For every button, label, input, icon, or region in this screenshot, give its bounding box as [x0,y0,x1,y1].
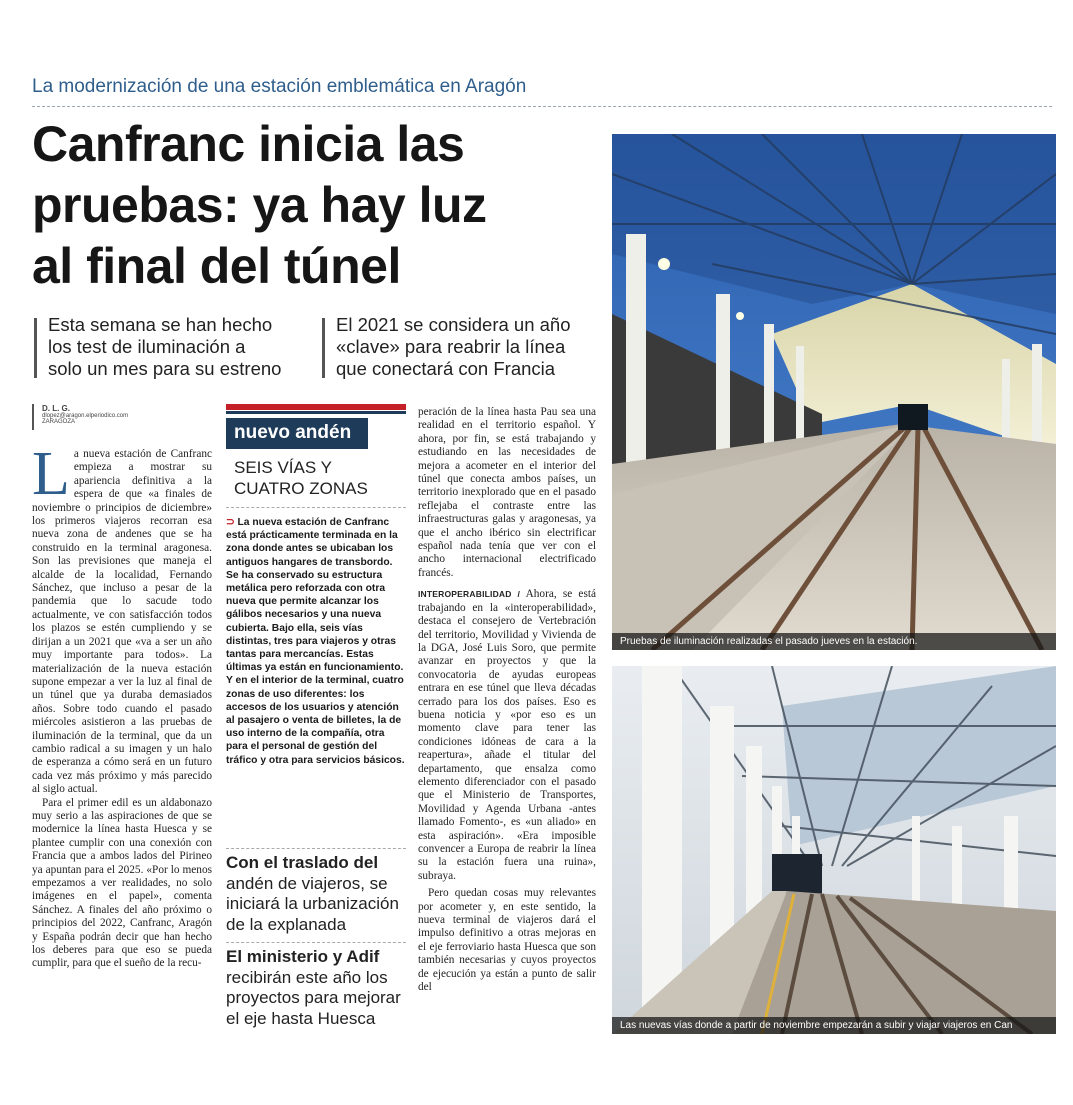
drop-cap: L [32,440,70,508]
pull-quote-bold [226,853,406,874]
headline-line: Canfranc inicia las [32,116,465,172]
body-column-1 [32,440,212,971]
byline [32,404,128,425]
body-paragraph: Pero quedan cosas muy relevantes por acometer y, en este sentido, la nueva terminal de viajeros dará el impulso definitivo a otras mejoras en el eje ferroviario hasta Huesca que son también necesarias y cuyos proyectos de ejecución ya están a punto de salir del [418,887,596,994]
sidebar-red-rule [226,404,406,410]
byline-name: D. L. G. [42,404,70,413]
byline-bar [32,404,34,430]
station-photo-illustration [612,134,1056,650]
headline [32,114,592,297]
deck-right [320,314,620,380]
pull-quote-line: proyectos para mejorar [226,988,401,1007]
sidebar-subtitle-line: CUATRO ZONAS [234,479,368,498]
photo-caption: Pruebas de iluminación realizadas el pasado jueves en la estación. [612,633,1056,650]
pull-quote-bold-text: Con el traslado del [226,853,379,872]
sidebar-subtitle-line: SEIS VÍAS Y [234,458,332,477]
sidebar-divider [226,507,406,508]
deck-left [32,314,322,380]
byline-place: ZARAGOZA [42,419,76,425]
photo-caption: Las nuevas vías donde a partir de noviembre empezarán a subir y viajar viajeros en Can [612,1017,1056,1034]
pull-quote-line: recibirán este año los [226,967,388,987]
pull-quote-line: iniciará la urbanización [226,894,399,913]
deck-line: solo un mes para su estreno [48,358,282,379]
deck-bar [322,318,325,378]
bullet-marker-icon: ⊃ [226,517,235,528]
pull-quote-bold [226,947,406,968]
body-paragraph-text: Ahora, se está trabajando en la «interoperabilidad», destaca el consejero de Vertebración del territorio, Movilidad y Vivienda de la DGA, José Luis Soro, que permite avanzar en proyectos y que la convocatoria de ayudas europeas entrara en ese túnel que lleva décadas cerrado para los dos países. Eso es buena noticia y «por eso es un momento clave para tener las condiciones idóneas de cara a la reapertura», añade el titular del departamento, que ensalza como elemento diferenciador con el pasado que el Ministerio de Transportes, Movilidad y Agenda Urbana -antes llamado Fomento-, es «un aliado» en esta aspiración». «Era imposible convencer a Europa de reabrir la línea su la estación fuera una ruina», subraya. [418,588,596,882]
pull-quote-line: andén de viajeros, se [226,873,388,893]
pull-quote-2 [226,942,406,1029]
body-column-3 [418,406,596,994]
body-paragraph [418,588,596,883]
section-subhead: INTEROPERABILIDAD / [418,589,521,600]
sidebar-title: nuevo andén [226,418,368,449]
sidebar-blue-rule [226,411,406,414]
headline-line: pruebas: ya hay luz [32,177,487,233]
pull-quote-1 [226,848,406,935]
kicker: La modernización de una estación emblemática en Aragón [32,76,1052,107]
photo-station-lighting [612,134,1056,650]
deck-bar [34,318,37,378]
deck-line: que conectará con Francia [336,358,556,379]
sidebar-subtitle [234,457,406,499]
deck-line: «clave» para reabrir la línea [336,336,566,357]
sidebar-box [226,404,406,767]
pull-quote-line: de la explanada [226,914,347,934]
headline-line: al final del túnel [32,238,401,294]
body-paragraph: a nueva estación de Canfranc empieza a mostrar su apariencia definitiva a la espera de que «a finales de noviembre o principios de diciembre» los primeros viajeros recorran esa nueva zona de andenes que se ha construido en la terminal aragonesa. Son las previsiones que maneja el alcalde de la localidad, Fernando Sánchez, que incluso a pesar de la pandemia que lo sacude todo actualmente, ve con satisfacción todos los plazos se estén cumpliendo y se dirijan a un 2021 que «va a ser un año muy importante para todos». La materialización de la nueva estación supone empezar a ver la luz al final de un túnel que ya duraba demasiados años. Sobre todo cuando el pasado miércoles asistieron a las pruebas de iluminación de la terminal, que da un cambio radical a su imagen y un halo de esperanza a cómo será en un futuro cada vez más próximo y más parecido al siglo actual. [32,448,212,796]
deck-line: los test de iluminación a [48,336,246,357]
photo-new-tracks [612,666,1056,1034]
body-paragraph: peración de la línea hasta Pau sea una realidad en el territorio español. Y ahora, por fin, se está trabajando y estudiando en las necesidades de mejora a acometer en el interior del túnel que conecta ambos países, un territorio inexplorado que en el pasado reflejaba el contraste entre las infraestructuras galas y aragonesas, ya que el ancho ibérico sin electrificar español nada tenía que ver con el ancho internacional electrificado francés. [418,406,596,579]
deck-line: Esta semana se han hecho [48,314,273,335]
deck-line: El 2021 se considera un año [336,314,571,335]
byline-email[interactable]: dlopez@aragon.elperiodico.com [42,413,129,419]
pull-quote-bold-text: El ministerio y Adif [226,947,380,966]
sidebar-body-text: La nueva estación de Canfranc está prácticamente terminada en la zona donde antes se ubicaban los antiguos hangares de transbordo. Se ha conservado su estructura metálica pero reforzada con otra nueva que permite alcanzar los gálibos necesarios y una nueva cubierta. Bajo ella, seis vías distintas, tres para viajeros y otras tantas para mercancías. Estas últimas ya están en funcionamiento. Y en el interior de la terminal, cuatro zonas de uso diferentes: los accesos de los usuarios y atención al pasajero o venta de billetes, la de uso interno de la compañía, otra para el personal de gestión del tráfico y otra para servicios básicos. [226,517,405,766]
pull-quote-line: el eje hasta Huesca [226,1008,376,1028]
sidebar-body [226,516,406,767]
body-paragraph: Para el primer edil es un aldabonazo muy serio a las aspiraciones de que se modernice la línea hasta Huesca y se plantee cumplir con una conexión con Francia que a ambos lados del Pirineo ya apuntan para el 2025. «Por lo menos empezamos a ver realidades, no solo imágenes en el papel», comenta Sánchez. A finales del año próximo o principios del 2022, Canfranc, Aragón y España podrán decir que han hecho los deberes para que eso se pueda cumplir, para que el sueño de la recu- [32,796,212,970]
tracks-photo-illustration [612,666,1056,1034]
